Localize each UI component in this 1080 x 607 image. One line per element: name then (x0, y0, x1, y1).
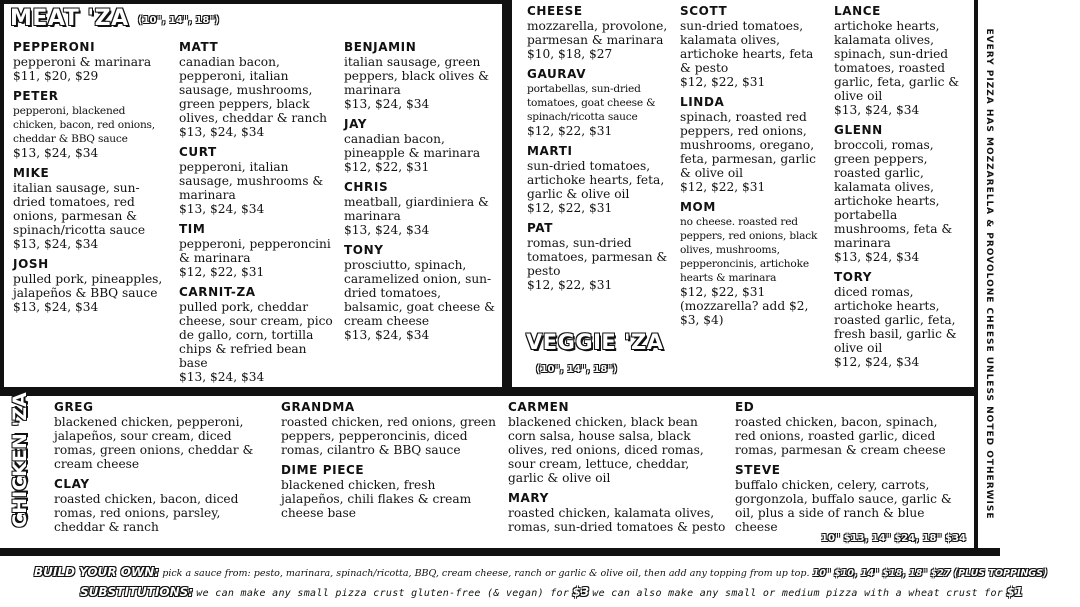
item-name: TIM (179, 222, 206, 236)
item-price: $13, $24, $34 (13, 237, 99, 251)
chicken-section (0, 392, 974, 548)
item-name: SCOTT (680, 4, 728, 18)
item-name: LANCE (834, 4, 881, 18)
item-name: STEVE (735, 463, 781, 477)
item-name: PAT (527, 221, 554, 235)
item-price: $12, $22, $31 (344, 160, 430, 174)
menu-item (527, 4, 669, 61)
item-name: ED (735, 400, 755, 414)
menu-item (281, 463, 499, 520)
item-price: $12, $22, $31 (527, 201, 613, 215)
item-name: CARMEN (508, 400, 570, 414)
item-name: MARY (508, 491, 549, 505)
item-desc: italian sausage, green peppers, black olives & marinara (344, 55, 489, 97)
menu-item (13, 40, 163, 83)
menu-item (179, 222, 335, 279)
subs-price-2: $1 (1006, 585, 1024, 599)
item-desc: roasted chicken, bacon, diced romas, red onions, parsley, cheddar & ranch (54, 492, 239, 534)
item-name: PETER (13, 89, 59, 103)
menu-item (344, 40, 496, 111)
item-name: BENJAMIN (344, 40, 417, 54)
menu-item (54, 400, 269, 471)
item-desc: pulled pork, cheddar cheese, sour cream, pico de gallo, corn, tortilla chips & refried bean base (179, 300, 333, 370)
item-price: $12, $22, $31 (680, 75, 766, 89)
item-name: CURT (179, 145, 217, 159)
item-price: $13, $24, $34 (344, 97, 430, 111)
item-price: $13, $24, $34 (13, 146, 99, 160)
veggie-sizes: (10", 14", 18") (536, 364, 618, 375)
item-desc: portabellas, sun-dried tomatoes, goat cheese & spinach/ricotta sauce (527, 83, 656, 123)
menu-item (834, 123, 972, 264)
item-name: GAURAV (527, 67, 587, 81)
item-desc: blackened chicken, pepperoni, jalapeños, sour cream, diced romas, green onions, cheddar & cream cheese (54, 415, 254, 471)
footer-section (0, 556, 1048, 607)
build-your-own-line (34, 565, 1048, 579)
item-price: $13, $24, $34 (13, 300, 99, 314)
menu-item (508, 400, 726, 485)
item-price: $12, $22, $31 (680, 180, 766, 194)
subs-label: SUBSTITUTIONS: (80, 585, 194, 599)
subs-text-2: we can also make any small or medium pizza with a wheat crust for (592, 588, 1004, 599)
item-name: JAY (344, 117, 368, 131)
item-desc: roasted chicken, kalamata olives, romas, sun-dried tomatoes & pesto (508, 506, 726, 534)
item-name: TORY (834, 270, 873, 284)
item-price: $13, $24, $34 (344, 328, 430, 342)
item-note: (mozzarella? add $2, $3, $4) (680, 299, 809, 327)
substitutions-line (80, 585, 1080, 599)
item-name: TONY (344, 243, 384, 257)
item-desc: blackened chicken, black bean corn salsa, house salsa, black olives, red onions, diced romas, sour cream, lettuce, cheddar, garlic & olive oil (508, 415, 704, 485)
veggie-column-2 (680, 4, 822, 333)
side-note-strip (978, 0, 1000, 548)
item-desc: spinach, roasted red peppers, red onions, mushrooms, oregano, feta, parmesan, garlic & olive oil (680, 110, 816, 180)
veggie-column-1 (527, 4, 669, 298)
item-name: MIKE (13, 166, 50, 180)
menu-item (54, 477, 269, 534)
item-desc: buffalo chicken, celery, carrots, gorgonzola, buffalo sauce, garlic & oil, plus a side of ranch & blue cheese (735, 478, 952, 534)
menu-item (179, 285, 335, 384)
veggie-title: VEGGIE 'ZA (526, 330, 664, 354)
item-name: CHEESE (527, 4, 583, 18)
meat-column-2 (179, 40, 335, 390)
item-desc: diced romas, artichoke hearts, roasted garlic, feta, fresh basil, garlic & olive oil (834, 285, 957, 355)
item-price: $10, $18, $27 (527, 47, 613, 61)
menu-item (735, 400, 957, 457)
item-desc: pepperoni & marinara (13, 55, 152, 69)
item-desc: broccoli, romas, green peppers, roasted garlic, kalamata olives, artichoke hearts, portabella mushrooms, feta & marinara (834, 138, 953, 250)
item-price: $13, $24, $34 (179, 125, 265, 139)
item-name: JOSH (13, 257, 49, 271)
menu-item (179, 145, 335, 216)
item-name: MARTI (527, 144, 573, 158)
item-name: DIME PIECE (281, 463, 365, 477)
item-name: GRANDMA (281, 400, 355, 414)
menu-item (344, 180, 496, 237)
chicken-price: 10" $13, 14" $24, 18" $34 (820, 533, 966, 544)
menu-item (281, 400, 499, 457)
menu-item (735, 463, 957, 534)
item-name: GREG (54, 400, 94, 414)
item-name: PEPPERONI (13, 40, 96, 54)
menu-item (508, 491, 726, 534)
menu-item (13, 89, 163, 160)
menu-item (13, 166, 163, 251)
item-desc: pepperoni, pepperoncini & marinara (179, 237, 331, 265)
item-name: LINDA (680, 95, 725, 109)
menu-item (680, 200, 822, 327)
item-name: MOM (680, 200, 716, 214)
menu-item (179, 40, 335, 139)
item-name: CARNIT-ZA (179, 285, 256, 299)
subs-price-1: $3 (572, 585, 590, 599)
menu-item (527, 221, 669, 292)
chicken-column-3 (508, 400, 726, 540)
item-price: $13, $24, $34 (344, 223, 430, 237)
item-desc: romas, sun-dried tomatoes, parmesan & pesto (527, 236, 668, 278)
chicken-title: CHICKEN 'ZA (9, 392, 31, 528)
item-price: $12, $22, $31 (179, 265, 265, 279)
menu-item (527, 144, 669, 215)
menu-item (680, 4, 822, 89)
build-price: 10" $10, 14" $18, 18" $27 (PLUS TOPPINGS) (812, 568, 1048, 579)
item-desc: pulled pork, pineapples, jalapeños & BBQ sauce (13, 272, 163, 300)
menu-item (13, 257, 163, 314)
item-desc: roasted chicken, bacon, spinach, red onions, roasted garlic, diced romas, parmesan & cream cheese (735, 415, 946, 457)
menu-item (344, 117, 496, 174)
item-name: CHRIS (344, 180, 389, 194)
item-desc: artichoke hearts, kalamata olives, spinach, sun-dried tomatoes, roasted garlic, feta, garlic & olive oil (834, 19, 960, 103)
menu-item (834, 270, 972, 369)
item-desc: sun-dried tomatoes, artichoke hearts, feta, garlic & olive oil (527, 159, 665, 201)
menu-item (834, 4, 972, 117)
item-price: $12, $22, $31 (527, 124, 613, 138)
build-text: pick a sauce from: pesto, marinara, spinach/ricotta, BBQ, cream cheese, ranch or garlic & olive oil, then add any topping from up top. (162, 568, 810, 579)
item-name: GLENN (834, 123, 883, 137)
menu-item (527, 67, 669, 138)
veggie-column-3 (834, 4, 972, 375)
meat-section (4, 4, 502, 387)
item-price: $13, $24, $34 (179, 202, 265, 216)
item-desc: canadian bacon, pineapple & marinara (344, 132, 481, 160)
subs-text-1: we can make any small pizza crust gluten-free (& vegan) for (196, 588, 570, 599)
item-desc: blackened chicken, fresh jalapeños, chili flakes & cream cheese base (281, 478, 472, 520)
item-price: $12, $22, $31 (680, 285, 766, 299)
chicken-column-4 (735, 400, 957, 540)
item-name: MATT (179, 40, 219, 54)
menu-item (344, 243, 496, 342)
item-desc: prosciutto, spinach, caramelized onion, sun-dried tomatoes, balsamic, goat cheese & cream cheese (344, 258, 495, 328)
item-name: CLAY (54, 477, 90, 491)
chicken-title-wrap (0, 392, 40, 548)
item-price: $12, $22, $31 (527, 278, 613, 292)
item-price: $13, $24, $34 (834, 250, 920, 264)
veggie-section (512, 0, 974, 387)
meat-title: MEAT 'ZA (10, 6, 129, 31)
menu-item (680, 95, 822, 194)
build-label: BUILD YOUR OWN: (34, 565, 160, 579)
item-desc: canadian bacon, pepperoni, italian sausage, mushrooms, green peppers, black olives, cheddar & ranch (179, 55, 328, 125)
item-desc: no cheese. roasted red peppers, red onions, black olives, mushrooms, pepperoncinis, artichoke hearts & marinara (680, 216, 818, 284)
item-price: $12, $24, $34 (834, 355, 920, 369)
item-desc: sun-dried tomatoes, kalamata olives, artichoke hearts, feta & pesto (680, 19, 814, 75)
item-desc: pepperoni, italian sausage, mushrooms & marinara (179, 160, 324, 202)
meat-column-3 (344, 40, 496, 348)
item-desc: mozzarella, provolone, parmesan & marinara (527, 19, 668, 47)
item-desc: italian sausage, sun-dried tomatoes, red onions, parmesan & spinach/ricotta sauce (13, 181, 146, 237)
item-price: $11, $20, $29 (13, 69, 99, 83)
item-price: $13, $24, $34 (834, 103, 920, 117)
chicken-column-2 (281, 400, 499, 526)
item-desc: pepperoni, blackened chicken, bacon, red onions, cheddar & BBQ sauce (13, 105, 155, 145)
item-desc: roasted chicken, red onions, green peppers, pepperoncinis, diced romas, cilantro & BBQ sauce (281, 415, 496, 457)
item-desc: meatball, giardiniera & marinara (344, 195, 489, 223)
meat-column-1 (13, 40, 163, 320)
side-note: EVERY PIZZA HAS MOZZARELLA & PROVOLONE CHEESE UNLESS NOTED OTHERWISE (984, 28, 994, 520)
item-price: $13, $24, $34 (179, 370, 265, 384)
chicken-column-1 (54, 400, 269, 540)
meat-sizes: (10", 14", 18") (138, 15, 220, 26)
